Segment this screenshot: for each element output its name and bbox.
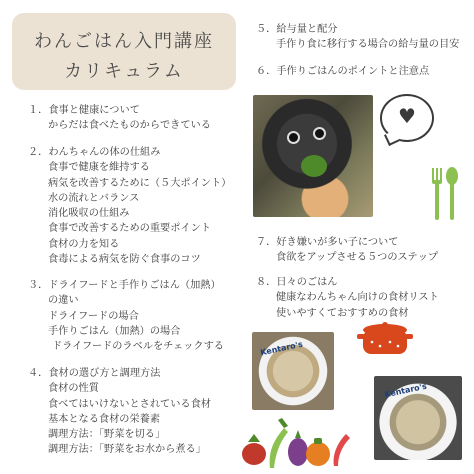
food-photo-2 bbox=[374, 376, 462, 460]
dog-photo bbox=[253, 95, 373, 217]
section-item: 調理方法：「野菜を切る」 bbox=[48, 429, 166, 441]
broccoli-leaf bbox=[301, 155, 327, 177]
section-item: ドライフードのラベルをチェックする bbox=[52, 341, 224, 353]
section-item: 食材の力を知る bbox=[48, 238, 120, 250]
plate-logo-text: Kentaro's bbox=[383, 381, 428, 400]
section-heading: ５．給与量と配分 bbox=[256, 24, 338, 35]
section-item: 食欲をアップさせる５つのステップ bbox=[276, 252, 439, 264]
title-banner bbox=[12, 13, 236, 90]
section-5 bbox=[256, 22, 459, 53]
fork-spoon-icon bbox=[422, 164, 462, 224]
section-heading: ４．食材の選び方と調理方法 bbox=[28, 368, 161, 379]
section-item: 使いやすくておすすめの食材 bbox=[276, 307, 409, 319]
section-heading: ８．日々のごはん bbox=[256, 277, 338, 288]
dog-eye bbox=[289, 133, 298, 142]
section-item: 健康なわんちゃん向けの食材リスト bbox=[276, 292, 439, 304]
section-item: 病気を改善するために（５大ポイント） bbox=[48, 177, 232, 189]
section-item: 手作り食に移行する場合の給与量の目安 bbox=[276, 39, 460, 51]
heart-icon: ♥ bbox=[398, 104, 416, 128]
section-2 bbox=[28, 145, 231, 267]
heart-speech-bubble-icon bbox=[380, 94, 434, 142]
section-heading: ３．ドライフードと手作りごはん（加熱） bbox=[28, 280, 221, 291]
dog-eye bbox=[315, 129, 324, 138]
section-item: 基本となる食材の栄養素 bbox=[48, 413, 161, 425]
section-4 bbox=[28, 366, 211, 458]
section-item: ドライフードの場合 bbox=[48, 310, 139, 322]
section-heading: ７．好き嫌いが多い子について bbox=[256, 237, 399, 248]
section-item: 食事で改善するための重要ポイント bbox=[48, 223, 211, 235]
section-item: 水の流れとバランス bbox=[48, 192, 140, 204]
section-heading: ２．わんちゃんの体の仕組み bbox=[28, 147, 161, 158]
section-item: の違い bbox=[48, 295, 79, 307]
section-item: 食事で健康を維持する bbox=[48, 162, 150, 174]
title-line-2: カリキュラム bbox=[64, 61, 184, 82]
section-item: 食毒による病気を防ぐ食事のコツ bbox=[48, 254, 201, 266]
food-photo-1 bbox=[252, 332, 334, 410]
section-heading: １．食事と健康について bbox=[28, 105, 140, 116]
section-8 bbox=[256, 275, 439, 321]
pot-icon bbox=[356, 320, 414, 360]
title-line-1: わんごはん入門講座 bbox=[34, 31, 214, 52]
section-heading: ６．手作りごはんのポイントと注意点 bbox=[256, 66, 430, 77]
section-item: 消化吸収の仕組み bbox=[48, 208, 130, 220]
section-item: 手作りごはん（加熱）の場合 bbox=[48, 325, 181, 337]
section-item: 調理方法：「野菜をお水から煮る」 bbox=[48, 444, 206, 456]
section-6 bbox=[256, 64, 429, 79]
section-3 bbox=[28, 278, 224, 354]
plate-logo-text: Kentaro's bbox=[259, 339, 304, 358]
section-item: 食材の性質 bbox=[48, 383, 99, 395]
section-item: からだは食べたものからできている bbox=[48, 120, 211, 132]
section-7 bbox=[256, 235, 438, 266]
section-item: 食べてはいけないとされている食材 bbox=[48, 398, 211, 410]
section-1 bbox=[28, 103, 211, 134]
vegetables-icon bbox=[240, 418, 352, 472]
